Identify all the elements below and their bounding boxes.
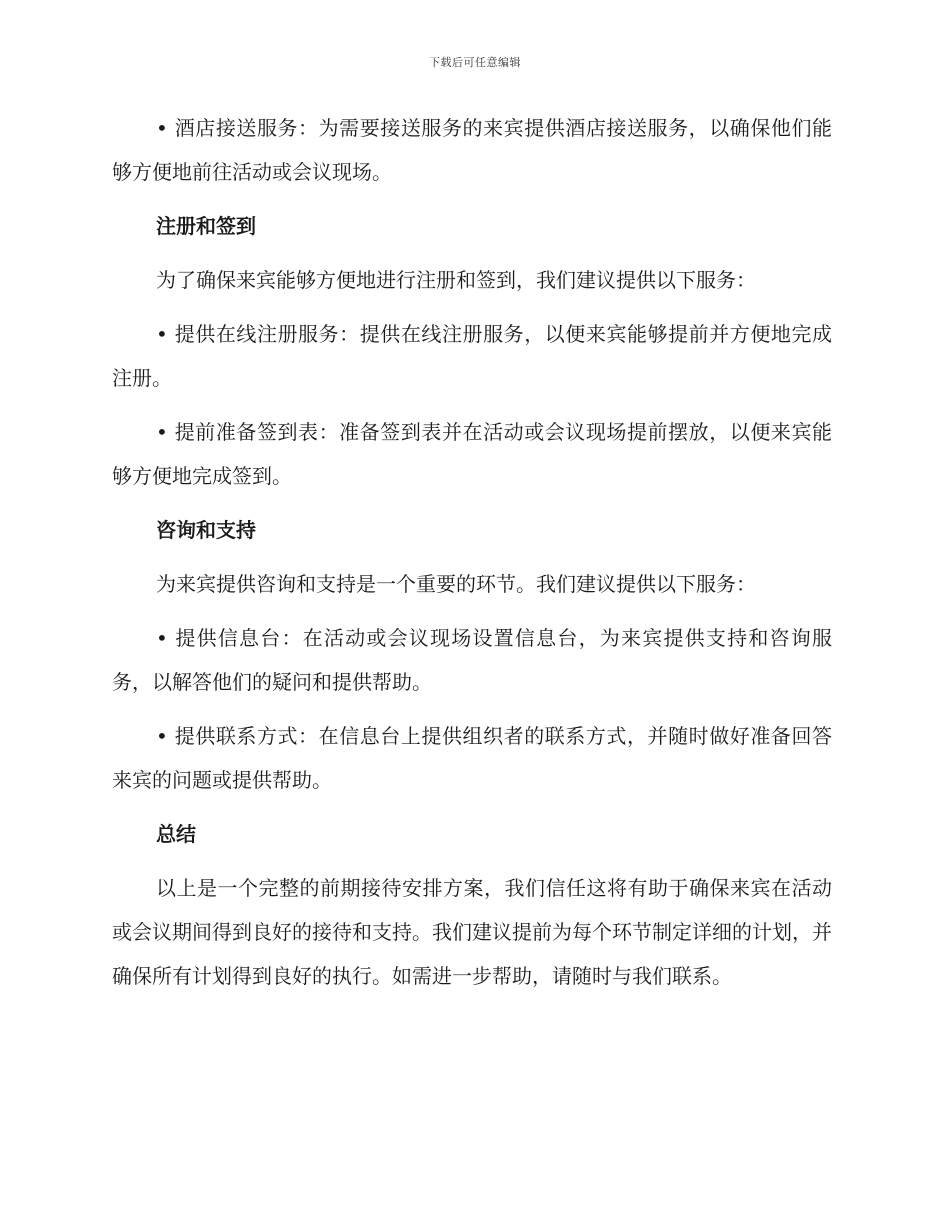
summary-body: 以上是一个完整的前期接待安排方案，我们信任这将有助于确保来宾在活动或会议期间得到良好的接待和支持。我们建议提前为每个环节制定详细的计划，并确保所有计划得到良好的执行。如需进一步帮助，请随时与我们联系。 [112, 876, 832, 988]
heading-summary: 总结 [156, 822, 196, 846]
support-intro: 为来宾提供咨询和支持是一个重要的环节。我们建议提供以下服务： [156, 572, 756, 596]
document-body [112, 106, 832, 1008]
support-item-info-desk: • 提供信息台：在活动或会议现场设置信息台，为来宾提供支持和咨询服务，以解答他们的疑问和提供帮助。 [112, 626, 832, 694]
support-item-contact: • 提供联系方式：在信息台上提供组织者的联系方式，并随时做好准备回答来宾的问题或提供帮助。 [112, 724, 832, 792]
registration-item-online: • 提供在线注册服务：提供在线注册服务，以便来宾能够提前并方便地完成注册。 [112, 322, 832, 390]
header-note: 下载后可任意编辑 [429, 56, 521, 69]
registration-item-signin-sheet: • 提前准备签到表：准备签到表并在活动或会议现场提前摆放，以便来宾能够方便地完成签到。 [112, 420, 832, 488]
registration-intro: 为了确保来宾能够方便地进行注册和签到，我们建议提供以下服务： [156, 268, 756, 292]
transport-item-hotel-shuttle: • 酒店接送服务：为需要接送服务的来宾提供酒店接送服务，以确保他们能够方便地前往活动或会议现场。 [112, 116, 832, 184]
heading-registration: 注册和签到 [156, 214, 256, 238]
heading-support: 咨询和支持 [156, 518, 256, 542]
